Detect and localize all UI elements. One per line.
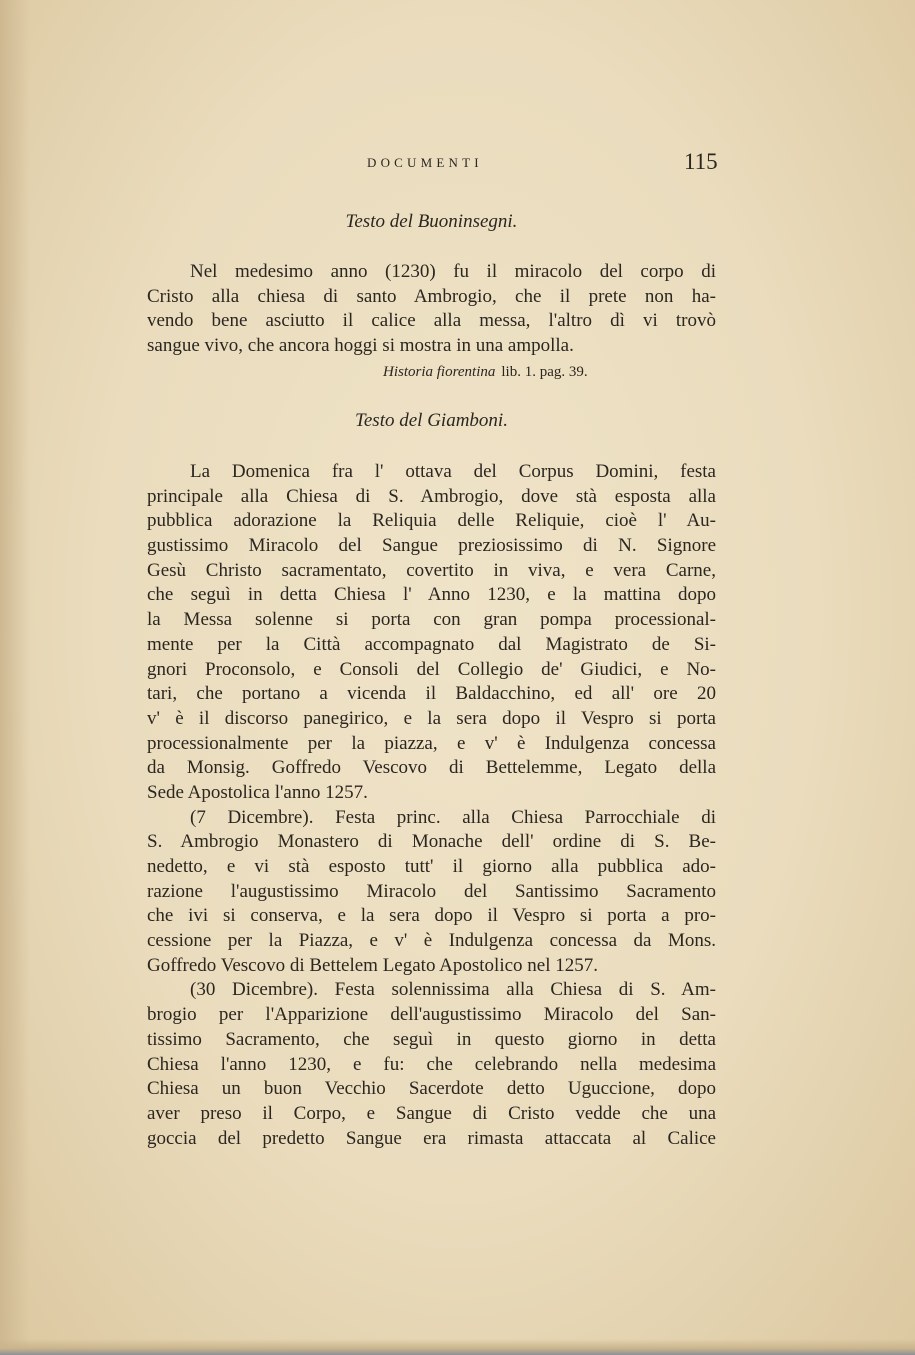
text-line: Chiesa un buon Vecchio Sacerdote detto Uguccione, dopo	[147, 1078, 716, 1100]
text-line: Nel medesimo anno (1230) fu il miracolo del corpo di	[190, 261, 716, 282]
text-line: gnori Proconsolo, e Consoli del Collegio de' Giudici, e No-	[147, 658, 716, 680]
citation-title: Historia fiorentina	[383, 364, 496, 380]
running-title: DOCUMENTI	[367, 155, 483, 170]
section-heading-buoninsegni: Testo del Buoninsegni.	[345, 211, 518, 232]
text-line: Gesù Christo sacramentato, covertito in viva, e vera Carne,	[147, 559, 716, 581]
page-edge-shadow	[0, 0, 30, 1355]
text-line: aver preso il Corpo, e Sangue di Cristo vedde che una	[147, 1102, 716, 1124]
text-line: (7 Dicembre). Festa princ. alla Chiesa Parrocchiale di	[190, 806, 716, 828]
page-number: 115	[684, 149, 718, 174]
text-line: v' è il discorso panegirico, e la sera dopo il Vespro si porta	[147, 707, 716, 729]
text-line: la Messa solenne si porta con gran pompa processional-	[147, 609, 716, 631]
text-line: gustissimo Miracolo del Sangue preziosissimo di N. Signore	[147, 535, 716, 557]
text-line: che seguì in detta Chiesa l' Anno 1230, e la mattina dopo	[147, 584, 716, 606]
text-line: brogio per l'Apparizione dell'augustissimo Miracolo del San-	[147, 1004, 716, 1026]
text-line: cessione per la Piazza, e v' è Indulgenza concessa da Mons.	[147, 930, 716, 952]
text-line: vendo bene asciutto il calice alla messa, l'altro dì vi trovò	[147, 310, 716, 332]
text-line: Sede Apostolica l'anno 1257.	[147, 781, 368, 803]
text-line: nedetto, e vi stà esposto tutt' il giorno alla pubblica ado-	[147, 856, 716, 877]
text-line: sangue vivo, che ancora hoggi si mostra in una ampolla.	[147, 335, 574, 357]
citation-ref: lib. 1. pag. 39.	[501, 364, 588, 380]
text-line: principale alla Chiesa di S. Ambrogio, dove stà esposta alla	[147, 485, 716, 507]
section-heading-giamboni: Testo del Giamboni.	[355, 410, 508, 431]
text-line: processionalmente per la piazza, e v' è Indulgenza concessa	[147, 732, 716, 754]
text-line: (30 Dicembre). Festa solennissima alla Chiesa di S. Am-	[190, 979, 716, 1001]
text-line: tissimo Sacramento, che seguì in questo giorno in detta	[147, 1028, 716, 1050]
text-line: razione l'augustissimo Miracolo del Santissimo Sacramento	[147, 880, 716, 902]
text-line: da Monsig. Goffredo Vescovo di Bettelemme, Legato della	[147, 757, 716, 779]
text-line: pubblica adorazione la Reliquia delle Reliquie, cioè l' Au-	[147, 510, 716, 532]
text-line: S. Ambrogio Monastero di Monache dell' ordine di S. Be-	[147, 831, 716, 853]
text-line: mente per la Città accompagnato dal Magistrato de Si-	[147, 633, 716, 655]
text-line: Goffredo Vescovo di Bettelem Legato Apostolico nel 1257.	[147, 954, 598, 976]
paragraph-giamboni	[147, 460, 716, 1151]
citation	[383, 364, 588, 381]
text-line: La Domenica fra l' ottava del Corpus Domini, festa	[190, 461, 716, 482]
text-line: che ivi si conserva, e la sera dopo il Vespro si porta a pro-	[147, 905, 716, 927]
text-line: Chiesa l'anno 1230, e fu: che celebrando nella medesima	[147, 1053, 716, 1075]
text-line: Cristo alla chiesa di santo Ambrogio, che il prete non ha-	[147, 285, 716, 307]
text-line: tari, che portano a vicenda il Baldacchino, ed all' ore 20	[147, 683, 716, 705]
paragraph-buoninsegni	[147, 260, 716, 359]
text-line: goccia del predetto Sangue era rimasta attaccata al Calice	[147, 1127, 716, 1149]
page-bottom-edge	[0, 1339, 915, 1355]
